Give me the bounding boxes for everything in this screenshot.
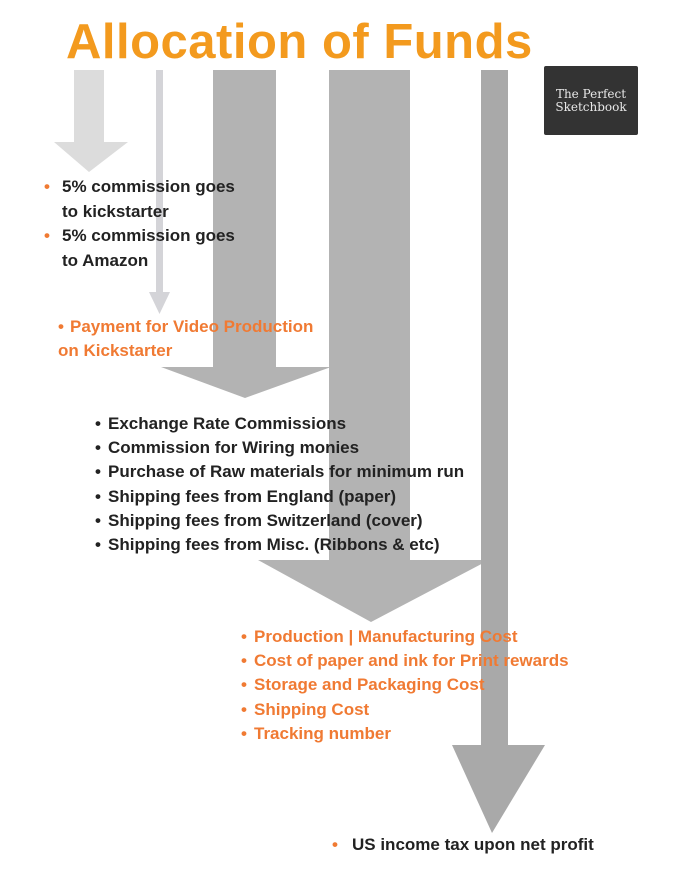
brand-logo: [544, 66, 638, 135]
list-bullet: •: [95, 438, 101, 458]
list-item: [95, 509, 464, 533]
list-bullet: •: [95, 535, 101, 555]
list-item: [241, 673, 569, 697]
commission-item-kickstarter: [44, 175, 235, 224]
list-bullet: •: [241, 627, 247, 646]
list-bullet: •: [44, 226, 50, 245]
logo-line-2: Sketchbook: [555, 99, 627, 114]
list-bullet: •: [95, 486, 101, 506]
tax-list: [332, 833, 594, 857]
production-item-text: Storage and Packaging Cost: [254, 675, 485, 695]
video-production-item: [58, 315, 313, 363]
production-item-text: Shipping Cost: [254, 699, 370, 719]
commission-amazon-line-1: 5% commission goes: [62, 226, 235, 245]
list-item: [95, 533, 464, 557]
list-item: [241, 625, 569, 649]
list-item: [241, 722, 569, 746]
logo-line-1: The Perfect: [555, 86, 627, 101]
list-bullet: •: [95, 414, 101, 433]
commission-kickstarter-line-1: 5% commission goes: [62, 177, 235, 196]
materials-item-text: Purchase of Raw materials for minimum run: [108, 462, 465, 482]
arrow-commissions: [54, 70, 128, 172]
list-item: [241, 698, 569, 722]
video-production-line-1: Payment for Video Production: [70, 317, 314, 336]
materials-item-text: Shipping fees from England (paper): [108, 486, 397, 506]
page-title: Allocation of Funds: [66, 15, 533, 69]
materials-item-text: Exchange Rate Commissions: [108, 414, 347, 433]
list-bullet: •: [241, 723, 247, 743]
materials-item-text: Shipping fees from Switzerland (cover): [108, 510, 423, 530]
commission-kickstarter-line-2: to kickstarter: [62, 201, 169, 221]
list-item: [95, 436, 464, 460]
list-bullet: •: [241, 651, 247, 671]
list-item: [241, 649, 569, 673]
materials-list: [95, 412, 464, 557]
commission-item-amazon: [44, 224, 235, 273]
video-production-line-2: on Kickstarter: [58, 341, 173, 360]
video-production-list: [58, 315, 313, 363]
list-bullet: •: [241, 675, 247, 695]
list-bullet: •: [95, 462, 101, 482]
list-bullet: •: [241, 699, 247, 719]
list-item: [332, 833, 594, 857]
materials-item-text: Shipping fees from Misc. (Ribbons & etc): [108, 535, 440, 555]
list-bullet: •: [44, 177, 50, 196]
list-item: [95, 460, 464, 484]
list-bullet: •: [95, 510, 101, 530]
commission-list: [44, 175, 235, 273]
materials-item-text: Commission for Wiring monies: [108, 438, 360, 458]
production-item-text: Tracking number: [254, 723, 391, 743]
production-item-text: Production | Manufacturing Cost: [254, 627, 518, 646]
production-list: [241, 625, 569, 746]
production-item-text: Cost of paper and ink for Print rewards: [254, 651, 569, 671]
list-bullet: •: [332, 835, 338, 854]
list-bullet: •: [58, 317, 64, 336]
tax-item-text: US income tax upon net profit: [352, 835, 594, 854]
list-item: [95, 412, 464, 436]
commission-amazon-line-2: to Amazon: [62, 250, 149, 270]
list-item: [95, 485, 464, 509]
